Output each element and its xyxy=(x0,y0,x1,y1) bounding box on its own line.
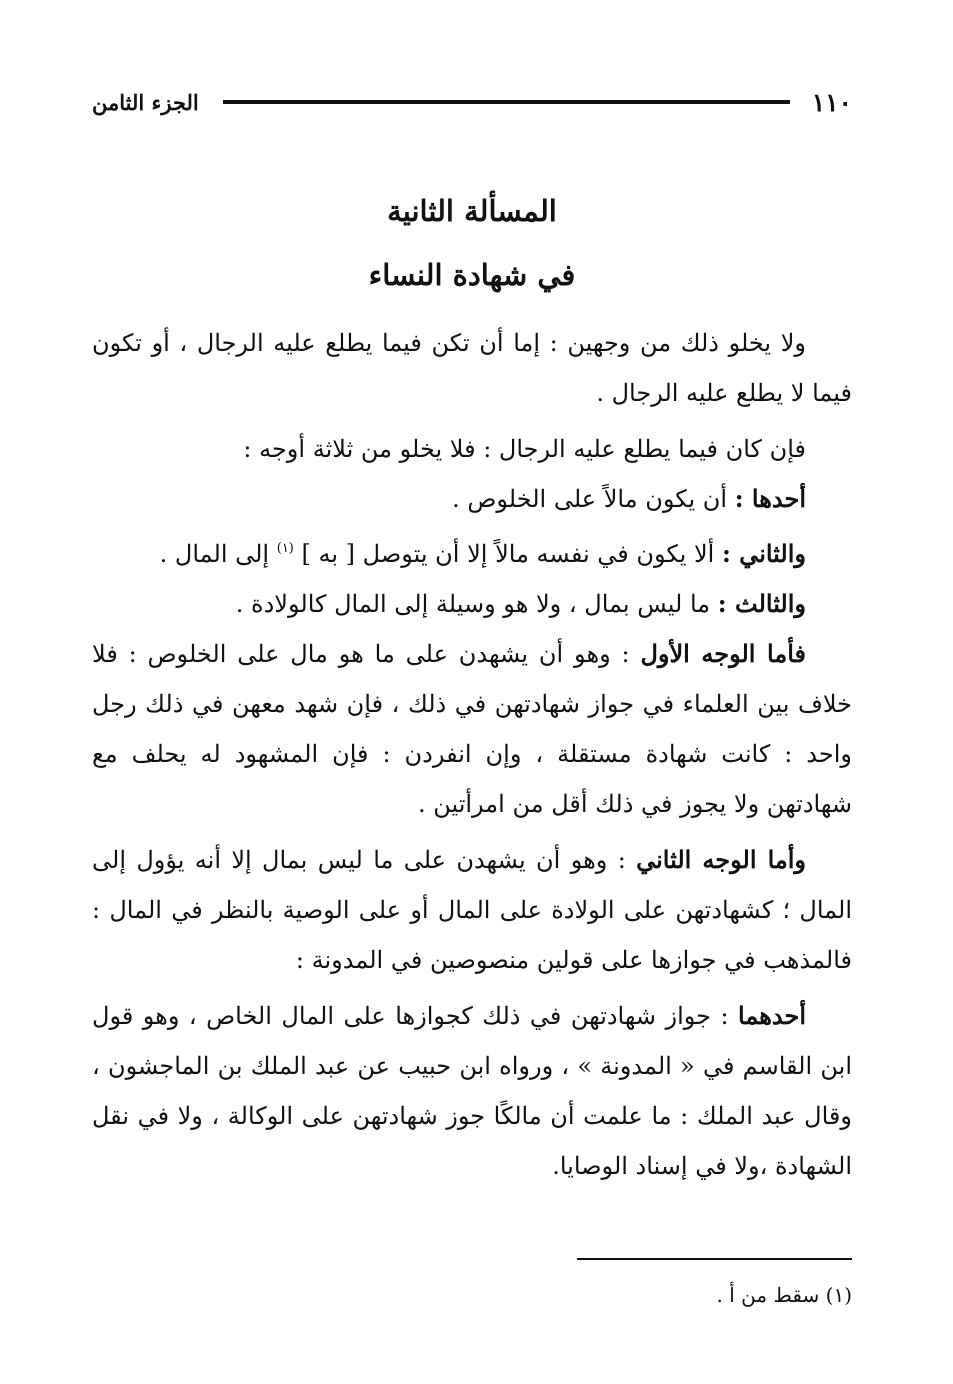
footnote-rule xyxy=(577,1258,852,1260)
lead-term: فأما الوجه الأول xyxy=(640,639,806,668)
paragraph-second-case xyxy=(92,524,852,579)
header-rule xyxy=(223,100,790,104)
paragraph-text: ألا يكون في نفسه مالاً إلا أن يتوصل [ به ] xyxy=(293,540,722,568)
paragraph-first-aspect xyxy=(92,629,852,829)
paragraph-second-aspect xyxy=(92,835,852,985)
section-subtitle: في شهادة النساء xyxy=(368,258,576,292)
lead-term: وأما الوجه الثاني xyxy=(636,845,806,874)
book-part-title: الجزء الثامن xyxy=(92,89,199,115)
footnote-ref[interactable]: (١) xyxy=(276,541,294,556)
footnote-1: (١) سقط من أ . xyxy=(716,1283,852,1307)
lead-term: أحدهما xyxy=(738,1001,806,1030)
page-number: ١١٠ xyxy=(811,87,852,117)
paragraph-text: : وهو أن يشهدن على ما هو مال على الخلوص : فلا خلاف بين العلماء في جواز شهادتهن في ذلك ، فإن شهد معهن في ذلك رجل واحد : كانت شهادة مستقلة ، وإن انفردن : فإن المشهود له يحلف مع شهادتهن ولا يجوز في ذلك أقل من امرأتين . xyxy=(92,640,852,818)
paragraph-text: : وهو أن يشهدن على ما ليس بمال إلا أنه يؤول إلى المال ؛ كشهادتهن على الولادة على المال أو على الوصية بالنظر في المال : فالمذهب في جوازها على قولين منصوصين في المدونة : xyxy=(92,846,852,974)
body-text xyxy=(92,318,852,1191)
paragraph-cases: فإن كان فيما يطلع عليه الرجال : فلا يخلو من ثلاثة أوجه : xyxy=(243,435,806,463)
paragraph-intro: ولا يخلو ذلك من وجهين : إما أن تكن فيما يطلع عليه الرجال ، أو تكون فيما لا يطلع عليه الرجال . xyxy=(92,329,852,407)
lead-term: أحدها : xyxy=(734,484,806,513)
paragraph-first-case xyxy=(92,474,852,524)
paragraph-text: ما ليس بمال ، ولا هو وسيلة إلى المال كالولادة . xyxy=(235,590,718,618)
paragraph-third-case xyxy=(92,579,852,629)
paragraph-text: : جواز شهادتهن في ذلك كجوازها على المال الخاص ، وهو قول ابن القاسم في « المدونة » ، ورواه ابن حبيب عن عبد الملك بن الماجشون ، وقال عبد الملك : ما علمت أن مالكًا جوز شهادتهن على الوكالة ، ولا في نقل الشهادة ،ولا في إسناد الوصايا. xyxy=(92,1002,853,1180)
lead-term: والثاني : xyxy=(721,539,806,568)
paragraph-text: أن يكون مالاً على الخلوص . xyxy=(452,485,735,513)
paragraph-first-opinion xyxy=(92,991,852,1191)
section-title: المسألة الثانية xyxy=(387,194,557,228)
lead-term: والثالث : xyxy=(717,589,806,618)
running-header xyxy=(92,84,852,120)
paragraph-text: إلى المال . xyxy=(159,540,277,568)
